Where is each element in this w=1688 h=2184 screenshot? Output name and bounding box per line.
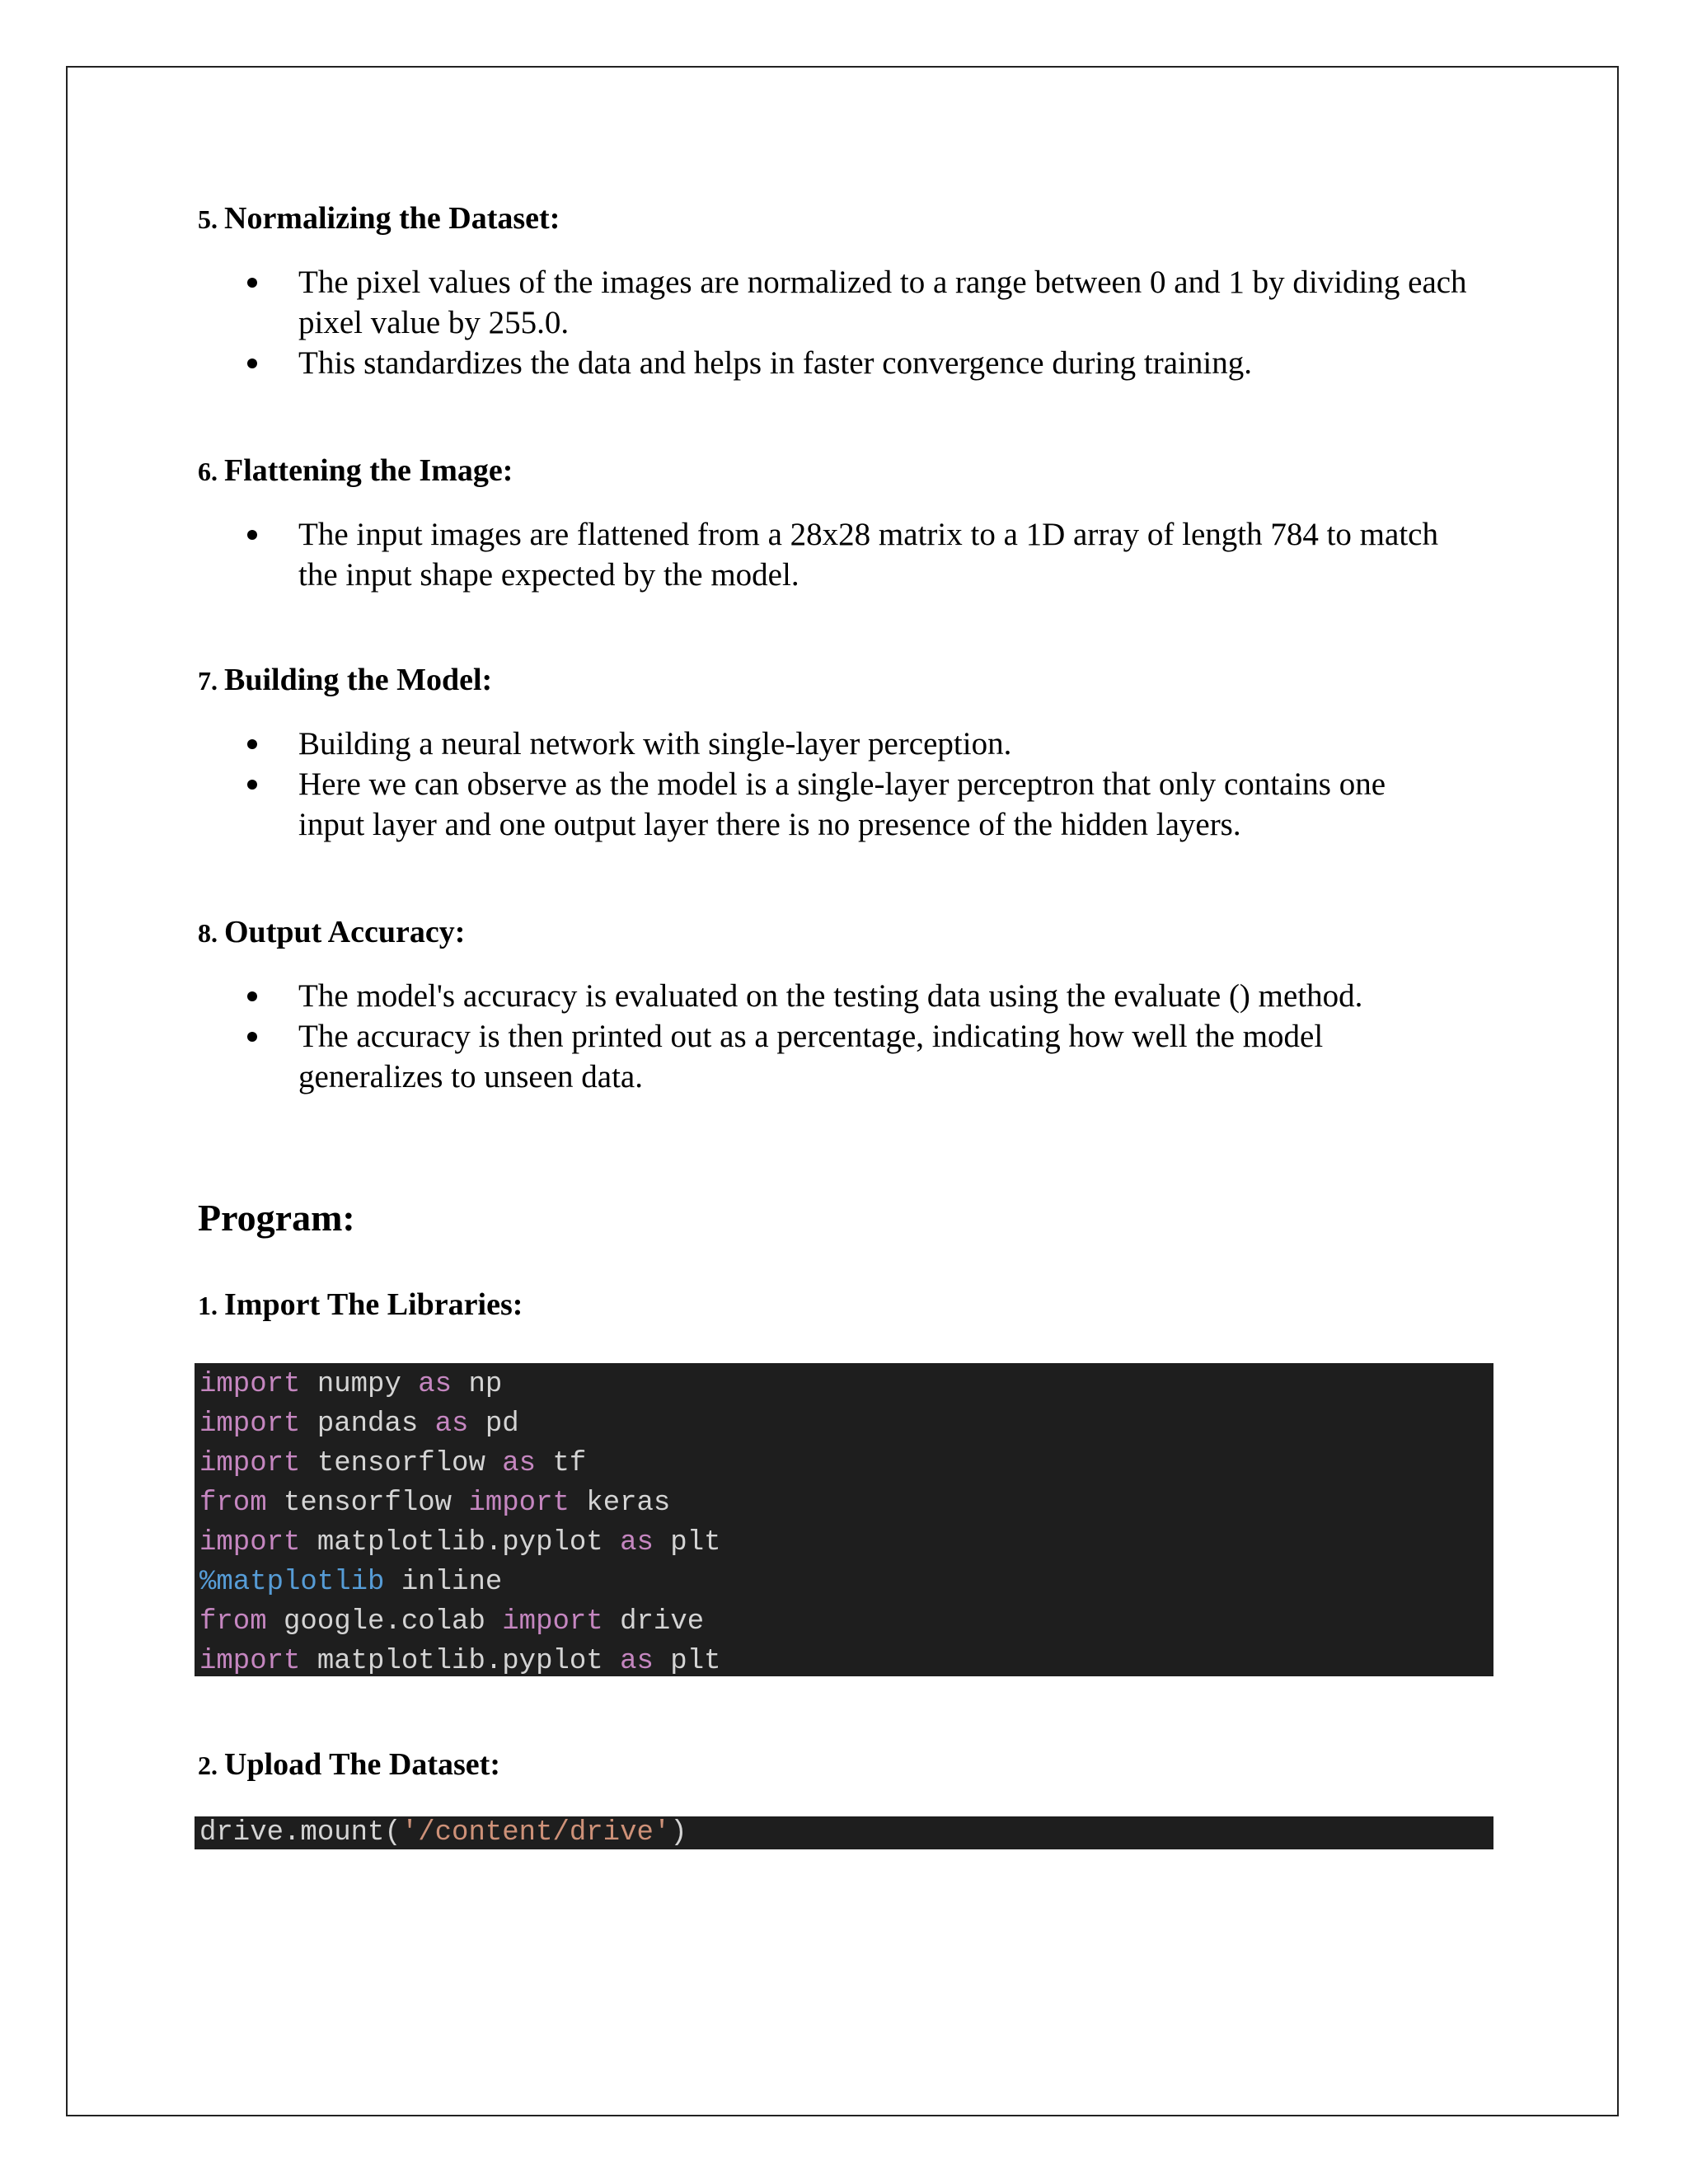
code-token: plt [653, 1646, 721, 1677]
code-line [199, 1444, 1493, 1483]
bullet-icon [247, 739, 257, 749]
section-title: Output Accuracy: [224, 915, 466, 949]
section-title: Normalizing the Dataset: [224, 201, 560, 236]
code-token: tf [536, 1448, 587, 1479]
bullet-list-building [247, 724, 1459, 845]
bullet-list-flattening [247, 514, 1484, 595]
code-token: plt [653, 1527, 721, 1558]
code-token: drive [603, 1606, 705, 1638]
list-item-text: The accuracy is then printed out as a percentage, indicating how well the model generalizes to unseen data. [298, 1019, 1324, 1094]
code-token: keras [569, 1488, 671, 1519]
code-token: tensorflow [266, 1488, 469, 1519]
list-item [247, 976, 1467, 1016]
step-heading-upload [198, 1746, 500, 1784]
code-token: import [199, 1369, 301, 1400]
list-item-text: This standardizes the data and helps in faster convergence during training. [298, 345, 1252, 381]
step-title: Import The Libraries: [224, 1287, 523, 1322]
list-item-text: Here we can observe as the model is a single-layer perceptron that only contains one input layer and one output layer there is no presence of the hidden layers. [298, 766, 1386, 842]
bullet-list-output-accuracy [247, 976, 1467, 1097]
code-token: pd [468, 1408, 519, 1440]
bullet-icon [247, 530, 257, 540]
code-token: tensorflow [300, 1448, 503, 1479]
code-token: import [199, 1408, 301, 1440]
step-title: Upload The Dataset: [224, 1747, 500, 1782]
code-line [199, 1483, 1493, 1523]
section-number: 8. [198, 918, 218, 948]
section-heading-output-accuracy [198, 913, 465, 952]
program-heading: Program: [198, 1197, 355, 1239]
code-line [199, 1404, 1493, 1444]
code-token: google.colab [266, 1606, 503, 1638]
code-block-upload [195, 1816, 1493, 1849]
code-line [199, 1365, 1493, 1404]
code-token: import [468, 1488, 570, 1519]
code-token: import [199, 1646, 301, 1677]
code-line [199, 1563, 1493, 1602]
section-number: 6. [198, 457, 218, 486]
bullet-icon [247, 991, 257, 1001]
code-line [199, 1602, 1493, 1642]
code-token: as [418, 1369, 452, 1400]
list-item [247, 514, 1484, 595]
code-token: import [199, 1448, 301, 1479]
step-heading-import [198, 1286, 523, 1324]
list-item-text: Building a neural network with single-layer perception. [298, 726, 1012, 762]
code-line [199, 1523, 1493, 1563]
code-token: import [502, 1606, 603, 1638]
list-item [247, 724, 1459, 764]
code-token: '/content/drive' [401, 1817, 671, 1849]
code-token: as [620, 1527, 654, 1558]
section-number: 5. [198, 204, 218, 234]
bullet-icon [247, 359, 257, 368]
code-token: drive.mount( [199, 1817, 401, 1849]
code-line [199, 1816, 1493, 1849]
code-token: %matplotlib [199, 1567, 385, 1598]
code-token: as [620, 1646, 654, 1677]
code-token: numpy [300, 1369, 419, 1400]
code-token: inline [384, 1567, 503, 1598]
list-item [247, 343, 1467, 383]
list-item [247, 262, 1467, 343]
list-item [247, 764, 1459, 845]
section-title: Building the Model: [224, 663, 493, 697]
section-number: 7. [198, 666, 218, 696]
list-item-text: The pixel values of the images are normalized to a range between 0 and 1 by dividing each pixel value by 255.0. [298, 265, 1467, 340]
code-token: import [199, 1527, 301, 1558]
list-item-text: The model's accuracy is evaluated on the testing data using the evaluate () method. [298, 978, 1363, 1014]
code-token: matplotlib.pyplot [300, 1527, 621, 1558]
code-token: from [199, 1488, 267, 1519]
list-item [247, 1016, 1467, 1097]
code-block-import [195, 1363, 1493, 1676]
list-item-text: The input images are flattened from a 28x28 matrix to a 1D array of length 784 to match the input shape expected by the model. [298, 517, 1438, 593]
code-token: np [452, 1369, 503, 1400]
code-token: pandas [300, 1408, 435, 1440]
bullet-icon [247, 278, 257, 288]
section-heading-flattening [198, 452, 513, 490]
code-token: from [199, 1606, 267, 1638]
section-heading-normalizing [198, 199, 560, 238]
step-number: 2. [198, 1750, 218, 1780]
code-token: as [502, 1448, 537, 1479]
section-title: Flattening the Image: [224, 453, 513, 488]
bullet-icon [247, 780, 257, 790]
section-heading-building [198, 661, 492, 700]
code-token: matplotlib.pyplot [300, 1646, 621, 1677]
code-token: as [434, 1408, 469, 1440]
step-number: 1. [198, 1291, 218, 1320]
code-token: ) [670, 1817, 687, 1849]
bullet-list-normalizing [247, 262, 1467, 383]
bullet-icon [247, 1032, 257, 1042]
code-line [199, 1642, 1493, 1681]
